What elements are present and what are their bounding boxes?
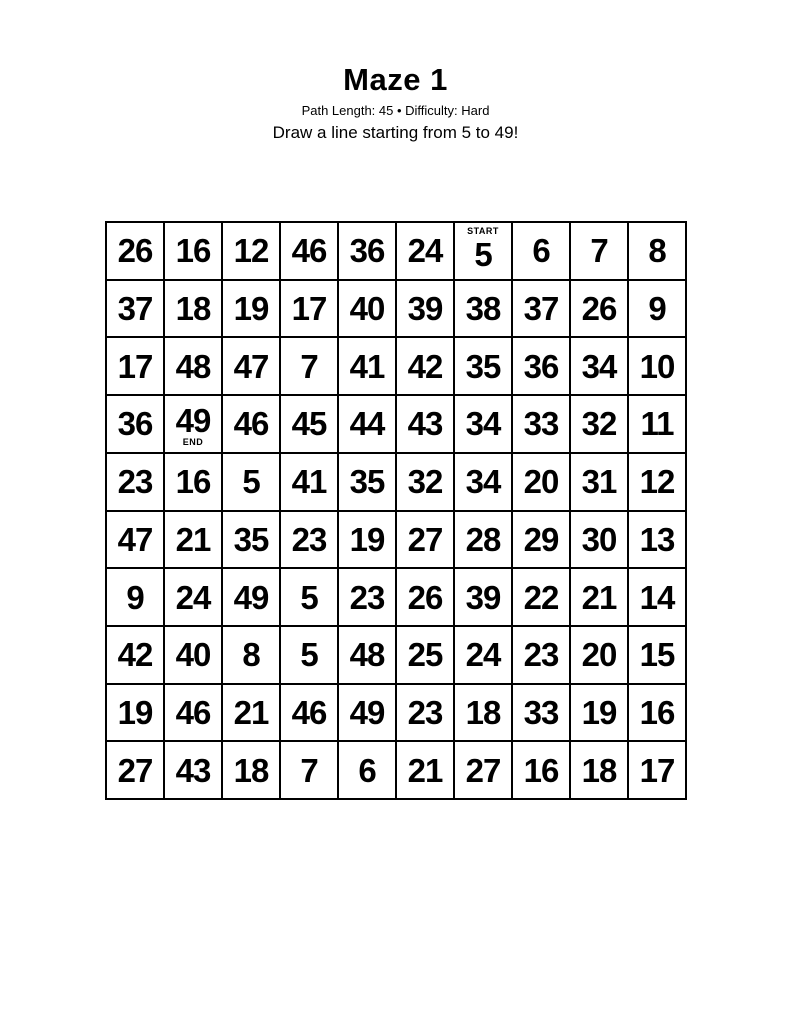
maze-cell — [571, 627, 627, 683]
cell-number: 39 — [407, 290, 443, 328]
cell-number: 43 — [175, 751, 211, 789]
cell-number: 23 — [407, 693, 443, 731]
maze-cell — [629, 627, 685, 683]
cell-number: 26 — [407, 578, 443, 616]
maze-cell — [165, 569, 221, 625]
cell-number: 40 — [175, 636, 211, 674]
maze-cell — [629, 685, 685, 741]
maze-cell — [107, 742, 163, 798]
maze-cell — [571, 685, 627, 741]
maze-cell — [397, 281, 453, 337]
cell-number: 17 — [117, 347, 153, 385]
maze-cell — [629, 396, 685, 452]
end-marker: END — [182, 436, 204, 447]
cell-number: 32 — [407, 463, 443, 501]
cell-number: 36 — [117, 405, 153, 443]
maze-cell — [397, 338, 453, 394]
cell-number: 6 — [532, 232, 550, 270]
cell-number: 34 — [581, 347, 617, 385]
maze-cell — [339, 338, 395, 394]
maze-cell — [339, 396, 395, 452]
cell-number: 43 — [407, 405, 443, 443]
maze-cell — [571, 569, 627, 625]
maze-cell — [513, 742, 569, 798]
maze-cell — [223, 569, 279, 625]
maze-cell — [223, 454, 279, 510]
cell-number: 47 — [117, 520, 153, 558]
cell-number: 9 — [648, 290, 666, 328]
cell-number: 19 — [233, 290, 269, 328]
cell-number: 12 — [639, 463, 675, 501]
cell-number: 12 — [233, 232, 269, 270]
cell-number: 49 — [175, 402, 211, 440]
maze-cell — [455, 512, 511, 568]
cell-number: 8 — [648, 232, 666, 270]
maze-cell — [397, 396, 453, 452]
cell-number: 20 — [581, 636, 617, 674]
maze-cell — [397, 742, 453, 798]
maze-cell — [223, 396, 279, 452]
cell-number: 27 — [465, 751, 501, 789]
maze-cell — [571, 396, 627, 452]
cell-number: 21 — [581, 578, 617, 616]
maze-cell — [629, 281, 685, 337]
maze-cell — [571, 338, 627, 394]
maze-cell — [455, 454, 511, 510]
maze-cell — [107, 685, 163, 741]
maze-cell — [223, 512, 279, 568]
cell-number: 20 — [523, 463, 559, 501]
cell-number: 19 — [349, 520, 385, 558]
cell-number: 25 — [407, 636, 443, 674]
cell-number: 24 — [407, 232, 443, 270]
maze-cell — [165, 512, 221, 568]
cell-number: 21 — [407, 751, 443, 789]
cell-number: 5 — [474, 236, 492, 274]
maze-cell — [107, 281, 163, 337]
maze-cell — [629, 223, 685, 279]
cell-number: 46 — [291, 232, 327, 270]
maze-cell — [223, 281, 279, 337]
cell-number: 29 — [523, 520, 559, 558]
cell-number: 34 — [465, 405, 501, 443]
maze-cell — [513, 627, 569, 683]
cell-number: 22 — [523, 578, 559, 616]
maze-cell — [281, 685, 337, 741]
maze-cell — [513, 396, 569, 452]
cell-number: 21 — [175, 520, 211, 558]
cell-number: 27 — [407, 520, 443, 558]
maze-cell — [455, 338, 511, 394]
cell-number: 7 — [590, 232, 608, 270]
maze-cell — [571, 281, 627, 337]
maze-cell — [397, 454, 453, 510]
cell-number: 17 — [291, 290, 327, 328]
cell-number: 9 — [126, 578, 144, 616]
cell-number: 48 — [349, 636, 385, 674]
cell-number: 27 — [117, 751, 153, 789]
maze-cell — [629, 454, 685, 510]
cell-number: 5 — [300, 578, 318, 616]
cell-number: 41 — [349, 347, 385, 385]
maze-cell — [107, 512, 163, 568]
maze-cell — [455, 742, 511, 798]
maze-cell — [281, 281, 337, 337]
maze-cell — [455, 627, 511, 683]
cell-number: 47 — [233, 347, 269, 385]
cell-number: 23 — [117, 463, 153, 501]
cell-number: 18 — [581, 751, 617, 789]
maze-cell — [107, 338, 163, 394]
maze-cell — [571, 454, 627, 510]
maze-cell — [107, 454, 163, 510]
maze-cell — [513, 281, 569, 337]
maze-cell — [281, 512, 337, 568]
cell-number: 46 — [233, 405, 269, 443]
maze-cell — [513, 338, 569, 394]
maze-cell — [397, 512, 453, 568]
maze-cell — [281, 569, 337, 625]
maze-cell — [165, 454, 221, 510]
maze-cell — [165, 223, 221, 279]
cell-number: 39 — [465, 578, 501, 616]
cell-number: 8 — [242, 636, 260, 674]
cell-number: 13 — [639, 520, 675, 558]
cell-number: 23 — [523, 636, 559, 674]
cell-number: 35 — [465, 347, 501, 385]
maze-cell — [107, 627, 163, 683]
maze-cell — [513, 569, 569, 625]
cell-number: 11 — [640, 405, 674, 443]
maze-cell — [455, 281, 511, 337]
maze-cell — [339, 742, 395, 798]
maze-cell — [629, 512, 685, 568]
cell-number: 36 — [523, 347, 559, 385]
maze-cell — [513, 685, 569, 741]
cell-number: 5 — [242, 463, 260, 501]
cell-number: 16 — [175, 232, 211, 270]
maze-cell — [223, 338, 279, 394]
maze-cell — [223, 742, 279, 798]
cell-number: 34 — [465, 463, 501, 501]
maze-cell — [339, 512, 395, 568]
cell-number: 19 — [581, 693, 617, 731]
cell-number: 15 — [639, 636, 675, 674]
cell-number: 45 — [291, 405, 327, 443]
cell-number: 18 — [175, 290, 211, 328]
maze-cell — [397, 685, 453, 741]
cell-number: 5 — [300, 636, 318, 674]
cell-number: 21 — [233, 693, 269, 731]
cell-number: 40 — [349, 290, 385, 328]
cell-number: 46 — [175, 693, 211, 731]
maze-cell — [165, 281, 221, 337]
maze-cell — [455, 685, 511, 741]
page-title: Maze 1 — [343, 62, 448, 97]
cell-number: 14 — [639, 578, 675, 616]
cell-number: 36 — [349, 232, 385, 270]
maze-cell — [281, 742, 337, 798]
cell-number: 37 — [523, 290, 559, 328]
maze-cell — [513, 512, 569, 568]
maze-cell — [455, 569, 511, 625]
cell-number: 48 — [175, 347, 211, 385]
maze-cell — [107, 396, 163, 452]
cell-number: 41 — [291, 463, 327, 501]
maze-cell — [165, 742, 221, 798]
maze-cell — [107, 223, 163, 279]
maze-grid — [105, 221, 687, 800]
maze-cell — [629, 569, 685, 625]
cell-number: 28 — [465, 520, 501, 558]
cell-number: 23 — [291, 520, 327, 558]
maze-cell — [629, 338, 685, 394]
maze-cell — [339, 569, 395, 625]
maze-instruction: Draw a line starting from 5 to 49! — [272, 122, 519, 142]
maze-meta: Path Length: 45 • Difficulty: Hard — [301, 102, 490, 118]
maze-cell — [281, 396, 337, 452]
maze-cell — [455, 223, 511, 279]
start-marker: START — [467, 226, 499, 236]
cell-number: 32 — [581, 405, 617, 443]
cell-number: 33 — [523, 693, 559, 731]
maze-cell — [281, 338, 337, 394]
cell-number: 42 — [117, 636, 153, 674]
cell-number: 31 — [581, 463, 617, 501]
maze-cell — [223, 223, 279, 279]
maze-cell — [571, 742, 627, 798]
cell-number: 38 — [465, 290, 501, 328]
maze-cell — [107, 569, 163, 625]
maze-cell — [339, 685, 395, 741]
cell-number: 7 — [300, 751, 318, 789]
cell-number: 10 — [639, 347, 675, 385]
cell-number: 35 — [349, 463, 385, 501]
maze-cell — [165, 338, 221, 394]
cell-number: 16 — [175, 463, 211, 501]
cell-number: 6 — [358, 751, 376, 789]
maze-cell — [281, 627, 337, 683]
maze-cell — [223, 685, 279, 741]
maze-cell — [397, 223, 453, 279]
maze-cell — [455, 396, 511, 452]
cell-number: 18 — [233, 751, 269, 789]
maze-cell — [513, 223, 569, 279]
cell-number: 37 — [117, 290, 153, 328]
cell-number: 16 — [639, 693, 675, 731]
page-header — [0, 62, 791, 143]
maze-cell — [339, 281, 395, 337]
maze-cell — [223, 627, 279, 683]
maze-cell — [571, 223, 627, 279]
cell-number: 24 — [175, 578, 211, 616]
maze-cell — [513, 454, 569, 510]
maze-cell — [397, 627, 453, 683]
maze-cell — [339, 454, 395, 510]
maze-cell — [165, 685, 221, 741]
cell-number: 16 — [523, 751, 559, 789]
cell-number: 42 — [407, 347, 443, 385]
maze-cell — [397, 569, 453, 625]
maze-cell — [165, 396, 221, 452]
cell-number: 18 — [465, 693, 501, 731]
cell-number: 44 — [349, 405, 385, 443]
cell-number: 24 — [465, 636, 501, 674]
cell-number: 33 — [523, 405, 559, 443]
cell-number: 26 — [581, 290, 617, 328]
cell-number: 17 — [639, 751, 675, 789]
maze-cell — [281, 454, 337, 510]
cell-number: 26 — [117, 232, 153, 270]
maze-cell — [339, 627, 395, 683]
cell-number: 49 — [233, 578, 269, 616]
maze-cell — [165, 627, 221, 683]
cell-number: 7 — [300, 347, 318, 385]
cell-number: 35 — [233, 520, 269, 558]
maze-cell — [281, 223, 337, 279]
cell-number: 30 — [581, 520, 617, 558]
cell-number: 46 — [291, 693, 327, 731]
maze-cell — [571, 512, 627, 568]
cell-number: 19 — [117, 693, 153, 731]
maze-cell — [629, 742, 685, 798]
cell-number: 49 — [349, 693, 385, 731]
cell-number: 23 — [349, 578, 385, 616]
maze-cell — [339, 223, 395, 279]
